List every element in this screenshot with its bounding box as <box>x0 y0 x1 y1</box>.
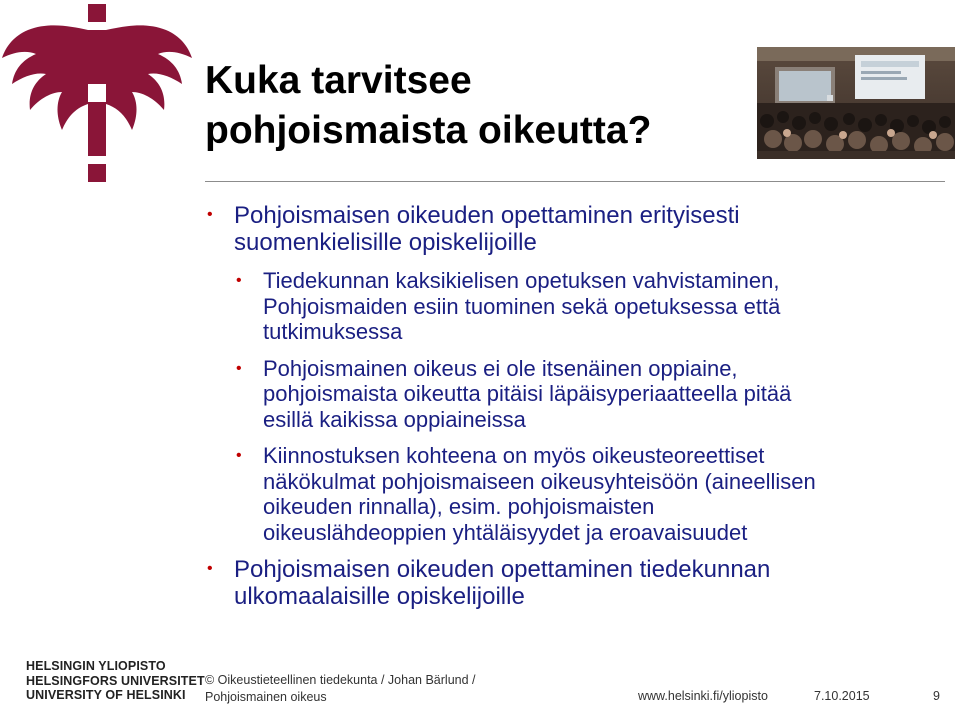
bullet-line: Pohjoismaiden esiin tuominen sekä opetuksessa että <box>263 293 781 319</box>
bullet-line: Kiinnostuksen kohteena on myös oikeusteoreettiset <box>263 443 765 468</box>
sub-bullet-item <box>205 443 945 545</box>
bullet-marker-icon: • <box>236 447 242 464</box>
university-wordmark <box>26 659 205 703</box>
bullet-line: ulkomaalaisille opiskelijoille <box>234 583 525 610</box>
bullet-line: Pohjoismaisen oikeuden opettaminen tiedekunnan <box>234 556 771 583</box>
bullet-item <box>205 202 945 256</box>
bullet-line: Pohjoismaisen oikeuden opettaminen erityisesti <box>234 202 740 229</box>
bullet-line: suomenkielisille opiskelijoille <box>234 229 537 256</box>
bullet-marker-icon: • <box>207 560 213 577</box>
bullet-marker-icon: • <box>236 359 242 377</box>
footer-credit <box>205 672 476 706</box>
university-name-en: UNIVERSITY OF HELSINKI <box>26 688 186 702</box>
page-number: 9 <box>933 689 940 703</box>
slide-title-line-2: pohjoismaista oikeutta? <box>205 109 652 152</box>
sub-bullet-item <box>205 356 945 433</box>
bullet-line: esillä kaikissa oppiaineissa <box>263 406 526 432</box>
sub-bullet-item <box>205 268 945 345</box>
footer-date: 7.10.2015 <box>814 689 870 703</box>
slide-title-line-1: Kuka tarvitsee <box>205 59 472 102</box>
bullet-marker-icon: • <box>207 206 213 223</box>
university-name-fi: HELSINGIN YLIOPISTO <box>26 659 166 673</box>
footer-url: www.helsinki.fi/yliopisto <box>638 689 768 703</box>
bullet-line: pohjoismaista oikeutta pitäisi läpäisyperiaatteella pitää <box>263 381 792 406</box>
footer-credit-line-1: © Oikeustieteellinen tiedekunta / Johan Bärlund / <box>205 673 476 687</box>
university-flame-logo <box>0 0 200 190</box>
footer-credit-line-2: Pohjoismainen oikeus <box>205 690 327 704</box>
bullet-list <box>205 202 945 622</box>
slide-title <box>205 56 745 156</box>
title-divider <box>205 181 945 182</box>
bullet-line: tutkimuksessa <box>263 319 403 344</box>
bullet-line: Tiedekunnan kaksikielisen opetuksen vahvistaminen, <box>263 268 780 293</box>
bullet-item <box>205 556 945 610</box>
bullet-line: oikeuden rinnalla), esim. pohjoismaisten <box>263 494 655 519</box>
bullet-marker-icon: • <box>236 272 242 289</box>
bullet-line: oikeuslähdeoppien yhtäläisyydet ja eroavaisuudet <box>263 519 748 545</box>
university-name-sv: HELSINGFORS UNIVERSITET <box>26 673 205 688</box>
bullet-line: Pohjoismainen oikeus ei ole itsenäinen oppiaine, <box>263 355 738 381</box>
conference-audience-photo <box>757 47 955 159</box>
bullet-line: näkökulmat pohjoismaiseen oikeusyhteisöön (aineellisen <box>263 468 816 494</box>
